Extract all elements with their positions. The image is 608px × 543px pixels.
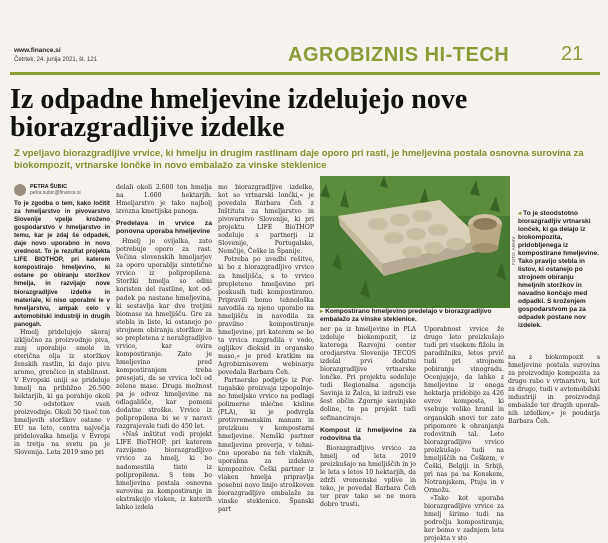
subheading: Predelava in vrvice za ponovna uporaba hmeljevine [116,220,212,236]
column-3 [218,184,314,513]
caption-arrow-icon: ▸ [320,308,326,315]
caption-arrow-icon: ◂ [518,210,524,217]
body-paragraph: Biorazgradljivo vrvico za hmelj od leta 2019 preizkušajo na hmeljiščih in jo le leta s letos 10 hektarjih, da zdrži vremenske vplive in teko, je povedal Barbara Čeh ter prav tako se ne mora dobro trusti. [320,444,416,508]
author-avatar [14,184,26,196]
section-rule [10,72,600,75]
article-headline: Iz odpadne hmeljevine izdelujejo nove biorazgradljive izdelke [10,84,468,143]
issue-date: Četrtek, 24. junija 2021, št. 121 [14,57,98,63]
column-2 [116,184,212,511]
body-paragraph: »Naš inštitut vodi projekt LIFE BioTHOP, pri katerem razvijamo biorazgradljivo vrvico za hmelj, ki bo nadomestila tisto iz polipropilena. S tem bo hmeljevina postala osnovna surovina za kompostiranje in ekstrakcijo vlaken, iz katerih lahko izdela [116,431,212,511]
column-1 [14,200,110,470]
side-caption-text: To je stoodstotno biorazgradljiv vrtnarski lonček, ki ga delajo iz biokompozita, pridobljenega iz kompostirane hmeljevine. Tako pravijo stebla in listov, ki ostanejo po strojnem obiranju hmeljnih storžkov in navadno končajo med odpadki. S kroženjem gospodarstvom pa za odpadek postane nov izdelek. [518,210,599,329]
body-paragraph: Hmelj je ovijalka, zato potrebuje oporo za rast. Večina slovenskih hmeljarjev za oporo uporablja sintetično vrvico iz polipropilena. Storžki hmelja so edini koristen del rastline, kot odpadek pa nastane hmeljevina, ki sestavlja kar dve tretjini biomase na hmeljišču. Gre za stebla in liste, ki ostanejo po strojnem obiranju storžkov in so prepletena z neražgradljivo vrvico, kar ovira kompostiranje. Zato je hmeljevino pred kompostiranjem treba presejati, da se vrvica loči od zelene mase. Druga možnost pa je odvoz hmeljevine na odlagališče, kar pomeni dodatne stroške. Vrvice iz polipropilena bi se v naravi razgrajevale tudi do 450 let. [116,238,212,431]
column-6 [508,354,600,470]
body-paragraph: Potreba po uvedbi rešitve, ki bo z biorazgradljivo vrvico za hmeljišča, s to vrvico prepleteno hmeljevino pri poskusih tudi kompostiramo. Pripravili bomo tehnološka navodila za njeno uporabo na hmeljišču in navodila za pravilno kompostiranje hmeljevine, pri katerem se bo ta vrvica razgradila v vodo, ogljikov dioksid in organsko maso,« je pred kratkim na Agrobiznisovem webinarju povedala Barbara Čeh. [218,256,314,377]
author-byline [14,184,81,196]
body-paragraph: na z biokompozit s hmeljevine postala surovina za proizvodnjo kompozita za drugo rabo v vrtnarstvu, kot za drugo, tudi v avtomobilski industriji in proizvodnji embalaže ter drugih uporabnih izdelkov,« je poudarja Barbara Čeh. [508,354,600,426]
photo-caption-text: Kompostirano hmeljevino predelajo v biorazgradljivo embalažo za vinske steklenice. [320,308,492,323]
photo-credit: FOTO: ARHIV [511,236,516,265]
photo-caption [320,308,510,324]
body-paragraph: Partnersko podjetje iz Portugalske proizvaja izpopolnjeno hmeljsko vrvico na podlagi polimerne mlečne kisline (PLA), ki je podvrgla protivremenskim manam in preizkusu v kompostarni hmeljevine. Nemški partner hmeljevino preverja, v tehnično uporabo na teh vlaknih, uporabna za izdelavo kompozitov. Češki partner iz vlaken hmelja pripravlja posebni novo linijo stroškoven biorazgradljive embalaže za vinske steklenice. Španski part [218,377,314,513]
column-5 [424,326,504,543]
site-url: www.finance.si [14,47,61,54]
body-paragraph: ner pa iz hmeljevine in PLA izdeluje biokompozit, iz katerega Razvojni center orodjarstva Slovenije TECOS izdelal prvi dodatni biorazgradljive vrtnarske lončke. Pri projektu sodeluje tudi Regionalna agencija Savinja iz Žalca, ki izdruži vse šest občin Zgornje savinjske doline, te pa projekt tudi sofinancirajo. [320,326,416,422]
photo-illustration [320,176,510,308]
section-title: AGROBIZNIS HI-TECH [288,44,510,66]
author-name: PETRA ŠUBIC [30,184,68,190]
article-deck: Z vpeljavo biorazgradljive vrvice, ki hmelju in drugim rastlinam daje oporo pri rasti, je hmeljevina postala osnovna surovina za biokompozit, vrtnarske lončke in novo embalažo za vinske steklenice [14,148,584,171]
author-email[interactable]: petra.subic@finance.si [30,190,81,196]
lead-paragraph: To je zgodba o tem, kako ločitit za hmeljarstvo in pivovarstvo Slovenije vpelje kroženo gospodarstvo v hmeljarstvo in temu, kar je zdaj še odpadek, daje novo uporabno in novo vrednost. To je rezultat projekta LIFE BIOTHOP, pri katerem kompostirajo hmeljevino, ki ostane po obiranju storžkov hmelja, in razvijajo nove biorazgradljive izdelke in materiale, ki niso uporabni le v hmeljarstvu, ampak celo v avtomobilski industriji in drugih panogah. [14,200,110,328]
body-paragraph: delali okoli 2.600 ton hmelja na 1.600 hektarjih. Hmeljarstvo je tako najbolj izvozna kmetijska panoga. [116,184,212,216]
body-paragraph: Hmelj pridelujejo skoraj izključno za proizvodnjo piva, zanj uporabijo smole in eterična olja iz storžkov ženskih rastlin, ki dajo pivu aromo, grenčico in stabilnost. V Evropski uniji se prideluje hmelj na približno 26.500 hektarjih, ki ga porabijo okoli 50 odstotkov vseh proizvodnje. Okoli 50 tisoč ton hmeljevih storžkov ostane v EU na leto, centra največja pridelovalka hmelja v Evropi in tretja na svetu pa je Slovenija. Leta 2019 smo pri [14,328,110,457]
page-number: 21 [561,43,584,65]
side-caption [518,210,602,330]
column-4 [320,326,416,508]
body-paragraph: mo biorazgradljive izdelke, kot so vrtnarski lončki,« je povedala Barbara Čeh z Inštituta za hmeljarstvo in pivovarstvo Slovenije, ki pri projektu LIFE BioTHOP sodeluje s partnerji iz Slovenije, Portugalske, Nemčije, Češke in Španije. [218,184,314,256]
article-photo [320,176,510,308]
body-paragraph: Uporabnost vrvice že drugo leto preizkušajo tudi pri visokem fižolu in paradižniku, letos prvič tudi pri strojnem pobiranju vinogradu. Ocenjujejo, da lahko z hmeljevine iz enega hektarja pridobijo za 426 evrov komposta, ki vsebuje veliko hranil in organskih snovi ter zato pripomore k ohranjanju rodovitnih tal. Leto biorazgradljivo vrvico preizkušajo tudi na hmeljiščih na Češkem, v Češki, Belgiji in Srbiji, pri nas pa na Konskem, Notranjskem, Ptuju in v Ormožu. [424,326,504,494]
subheading: Kompost iz hmeljevine za rodovitna tla [320,426,416,442]
body-paragraph: »Tako kot uporaba biorazgradljive vrvice za hmelj širimo tudi na področju kompostiranja, ker bomo v zadnjem letu projekta v sto [424,494,504,543]
